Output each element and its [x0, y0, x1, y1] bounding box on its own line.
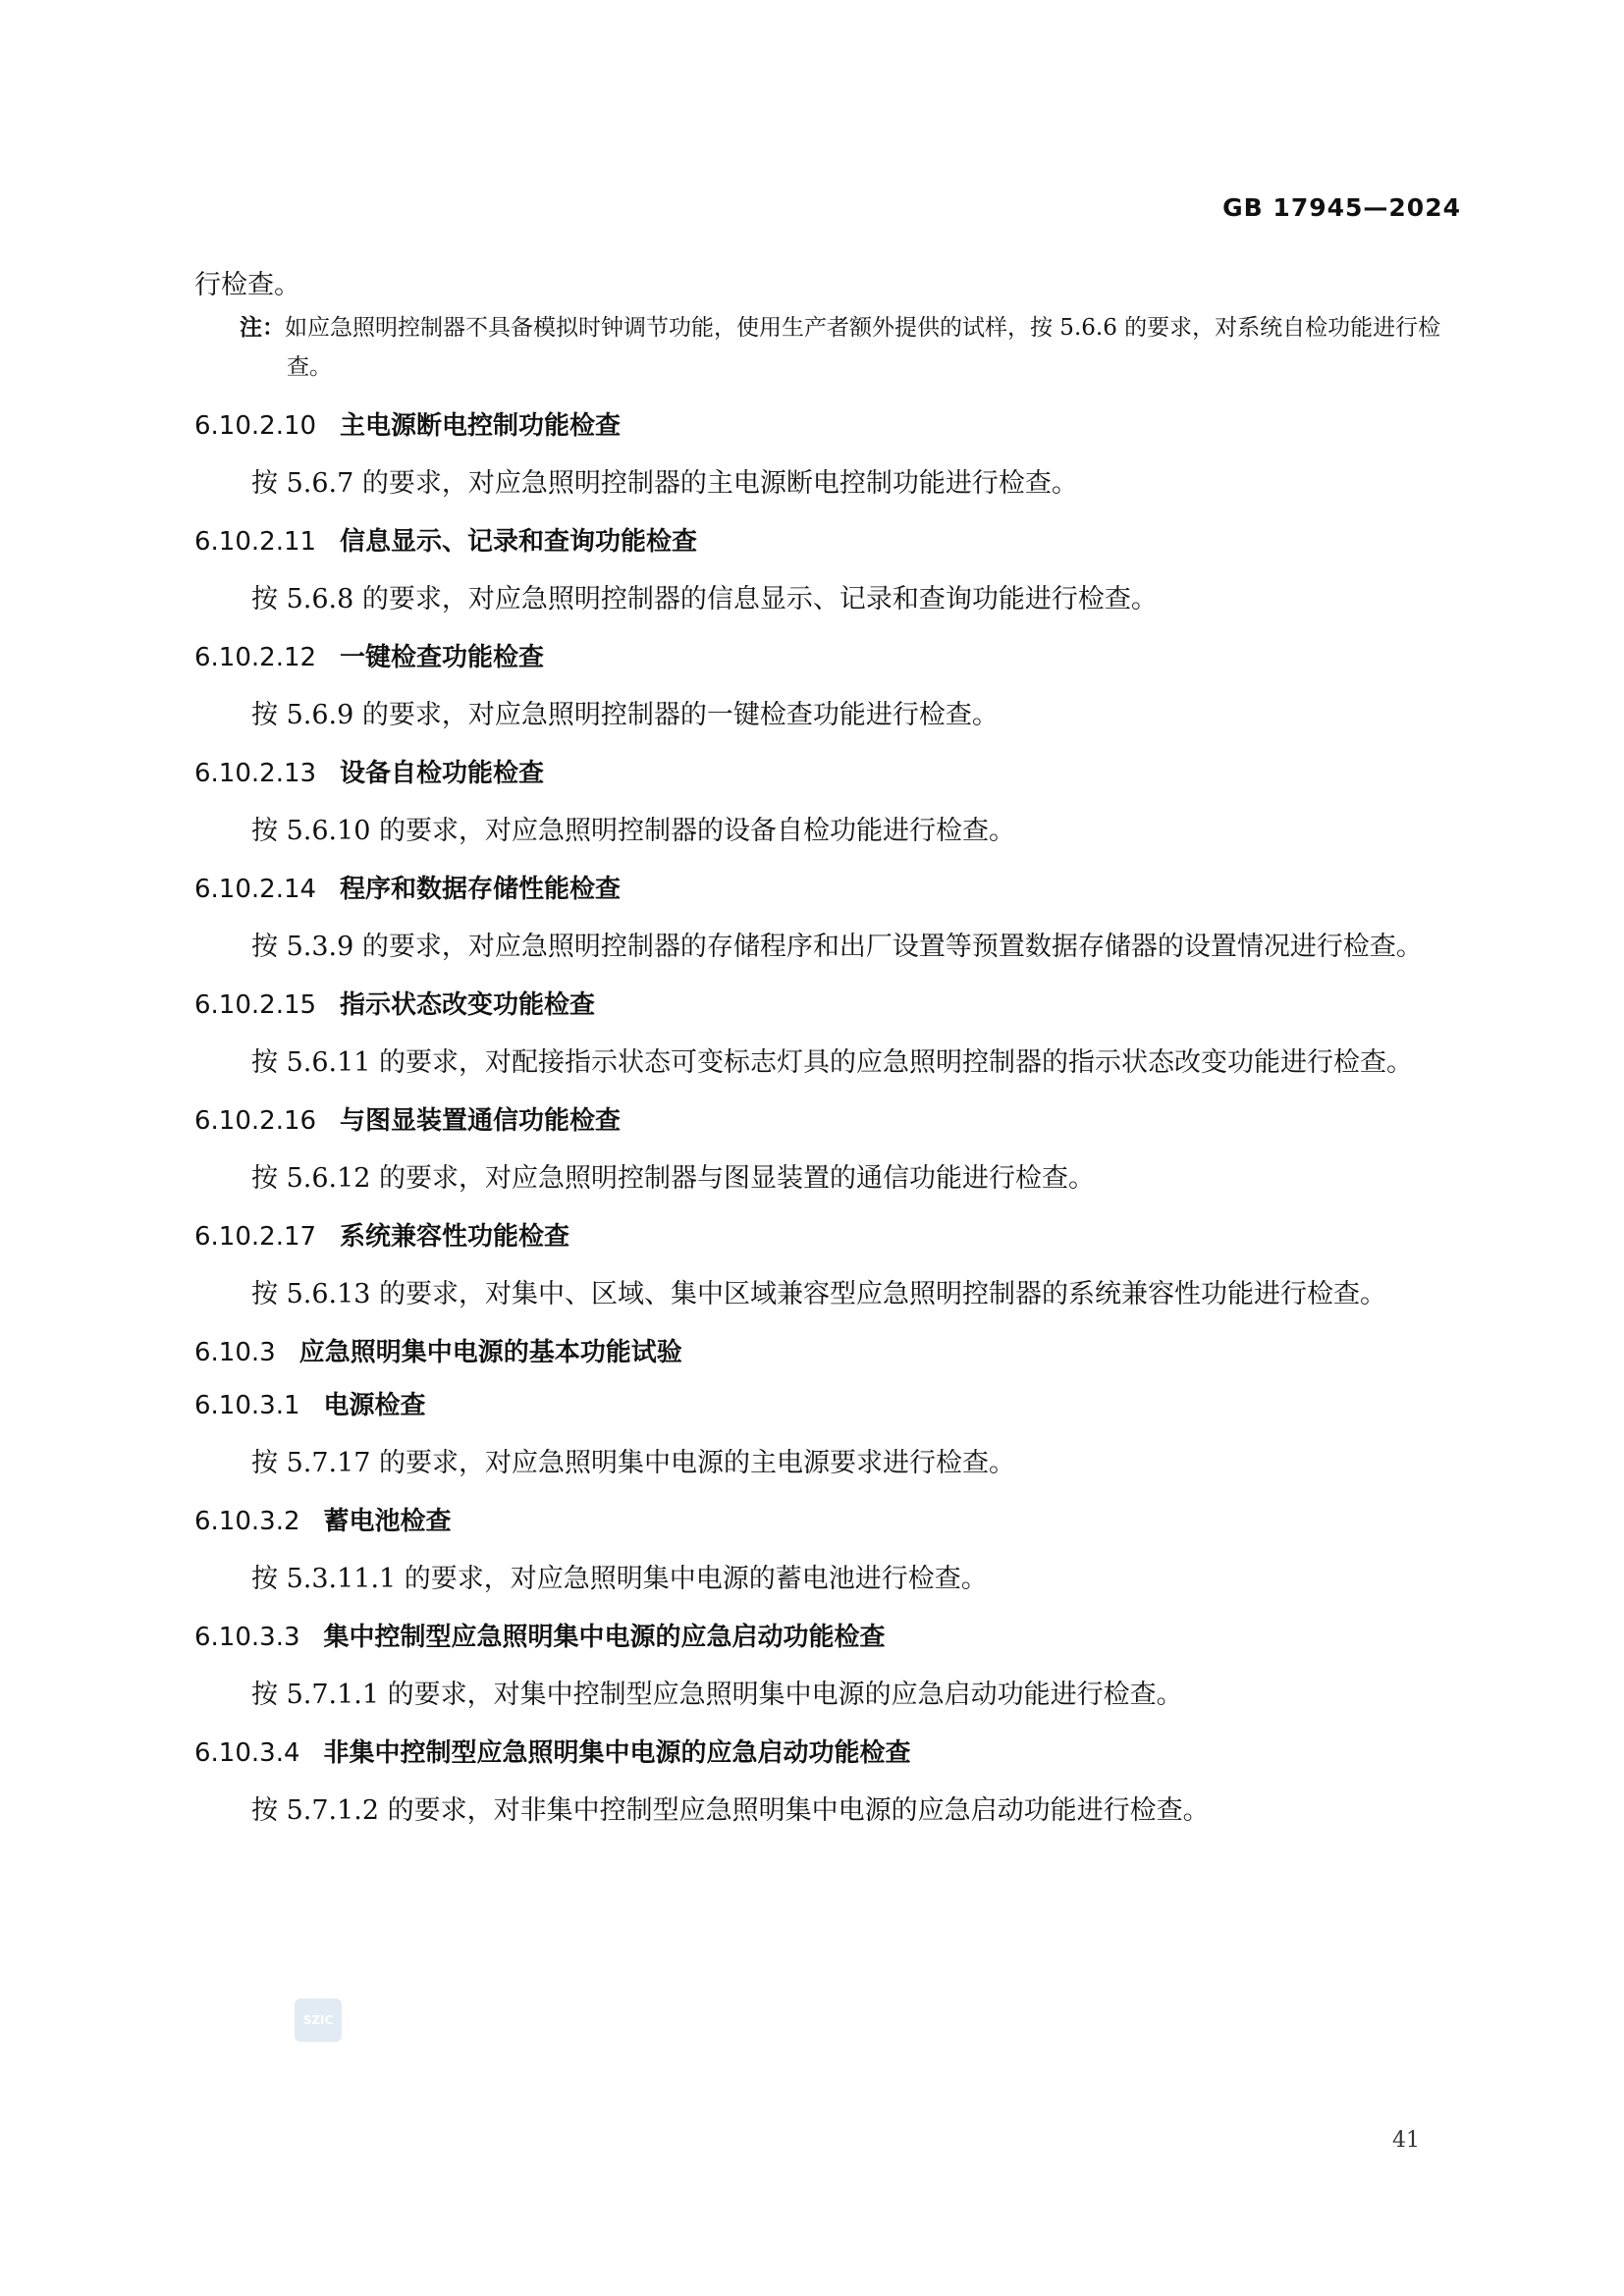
section-title: 电源检查 — [323, 1391, 426, 1420]
section-heading — [194, 872, 1461, 907]
section-number: 6.10.3 — [194, 1338, 276, 1367]
note-label: 注： — [240, 315, 285, 341]
section-body: 按 5.3.11.1 的要求，对应急照明集中电源的蓄电池进行检查。 — [251, 1564, 988, 1594]
note — [194, 308, 1461, 387]
section-number: 6.10.2.17 — [194, 1222, 317, 1252]
section-number: 6.10.2.16 — [194, 1106, 317, 1136]
section-title: 主电源断电控制功能检查 — [340, 411, 622, 441]
standard-code: GB 17945—2024 — [1222, 193, 1461, 222]
section-heading — [194, 640, 1461, 675]
section-title: 系统兼容性功能检查 — [340, 1222, 570, 1252]
section-6-10-2-14 — [194, 872, 1461, 970]
section-title: 一键检查功能检查 — [340, 643, 545, 672]
section-body: 按 5.6.9 的要求，对应急照明控制器的一键检查功能进行检查。 — [251, 700, 999, 730]
section-number: 6.10.2.11 — [194, 527, 317, 557]
section-title: 与图显装置通信功能检查 — [340, 1106, 622, 1136]
section-title: 非集中控制型应急照明集中电源的应急启动功能检查 — [323, 1738, 911, 1768]
section-6-10-2-13 — [194, 756, 1461, 854]
section-heading — [194, 1735, 1461, 1771]
section-number: 6.10.3.1 — [194, 1391, 300, 1420]
section-body: 按 5.3.9 的要求，对应急照明控制器的存储程序和出厂设置等预置数据存储器的设置情况进行检查。 — [251, 932, 1423, 962]
section-number: 6.10.3.3 — [194, 1623, 300, 1652]
section-heading — [194, 1388, 1461, 1423]
section-6-10-3-3 — [194, 1620, 1461, 1718]
document-body — [194, 263, 1461, 1834]
section-heading — [194, 524, 1461, 560]
section-heading — [194, 756, 1461, 791]
section-number: 6.10.2.13 — [194, 759, 317, 788]
section-body: 按 5.6.11 的要求，对配接指示状态可变标志灯具的应急照明控制器的指示状态改变功能进行检查。 — [251, 1047, 1414, 1078]
continuation-text: 行检查。 — [194, 270, 300, 300]
section-body: 按 5.6.7 的要求，对应急照明控制器的主电源断电控制功能进行检查。 — [251, 468, 1078, 499]
section-heading — [194, 1504, 1461, 1539]
page-number: 41 — [1392, 2128, 1420, 2153]
section-6-10-2-12 — [194, 640, 1461, 738]
section-6-10-3 — [194, 1335, 1461, 1370]
section-heading — [194, 1335, 1461, 1370]
section-title: 蓄电池检查 — [323, 1507, 452, 1536]
section-body: 按 5.6.13 的要求，对集中、区域、集中区域兼容型应急照明控制器的系统兼容性功能进行检查。 — [251, 1279, 1387, 1309]
note-text: 如应急照明控制器不具备模拟时钟调节功能，使用生产者额外提供的试样，按 5.6.6 的要求，对系统自检功能进行检查。 — [285, 315, 1441, 380]
section-6-10-2-11 — [194, 524, 1461, 622]
watermark-logo: SZIC — [295, 1999, 342, 2042]
section-number: 6.10.2.10 — [194, 411, 317, 441]
section-6-10-2-15 — [194, 988, 1461, 1086]
section-heading — [194, 1620, 1461, 1655]
section-body: 按 5.6.10 的要求，对应急照明控制器的设备自检功能进行检查。 — [251, 816, 1016, 846]
section-title: 程序和数据存储性能检查 — [340, 875, 622, 904]
section-number: 6.10.2.14 — [194, 875, 317, 904]
section-title: 信息显示、记录和查询功能检查 — [340, 527, 698, 557]
section-number: 6.10.2.12 — [194, 643, 317, 672]
section-number: 6.10.3.4 — [194, 1738, 300, 1768]
section-6-10-2-10 — [194, 408, 1461, 507]
section-body: 按 5.6.8 的要求，对应急照明控制器的信息显示、记录和查询功能进行检查。 — [251, 584, 1158, 614]
section-6-10-3-4 — [194, 1735, 1461, 1834]
section-heading — [194, 1219, 1461, 1255]
section-title: 集中控制型应急照明集中电源的应急启动功能检查 — [323, 1623, 886, 1652]
section-title: 指示状态改变功能检查 — [340, 990, 596, 1020]
section-number: 6.10.3.2 — [194, 1507, 300, 1536]
section-6-10-3-1 — [194, 1388, 1461, 1486]
section-6-10-2-17 — [194, 1219, 1461, 1317]
section-title: 设备自检功能检查 — [340, 759, 545, 788]
section-body: 按 5.7.1.2 的要求，对非集中控制型应急照明集中电源的应急启动功能进行检查。 — [251, 1795, 1210, 1826]
section-heading — [194, 988, 1461, 1023]
section-6-10-2-16 — [194, 1103, 1461, 1201]
section-title: 应急照明集中电源的基本功能试验 — [298, 1338, 682, 1367]
section-body: 按 5.7.1.1 的要求，对集中控制型应急照明集中电源的应急启动功能进行检查。 — [251, 1680, 1183, 1710]
section-number: 6.10.2.15 — [194, 990, 317, 1020]
section-body: 按 5.7.17 的要求，对应急照明集中电源的主电源要求进行检查。 — [251, 1448, 1016, 1478]
section-body: 按 5.6.12 的要求，对应急照明控制器与图显装置的通信功能进行检查。 — [251, 1163, 1096, 1194]
section-6-10-3-2 — [194, 1504, 1461, 1602]
section-heading — [194, 408, 1461, 444]
section-heading — [194, 1103, 1461, 1139]
